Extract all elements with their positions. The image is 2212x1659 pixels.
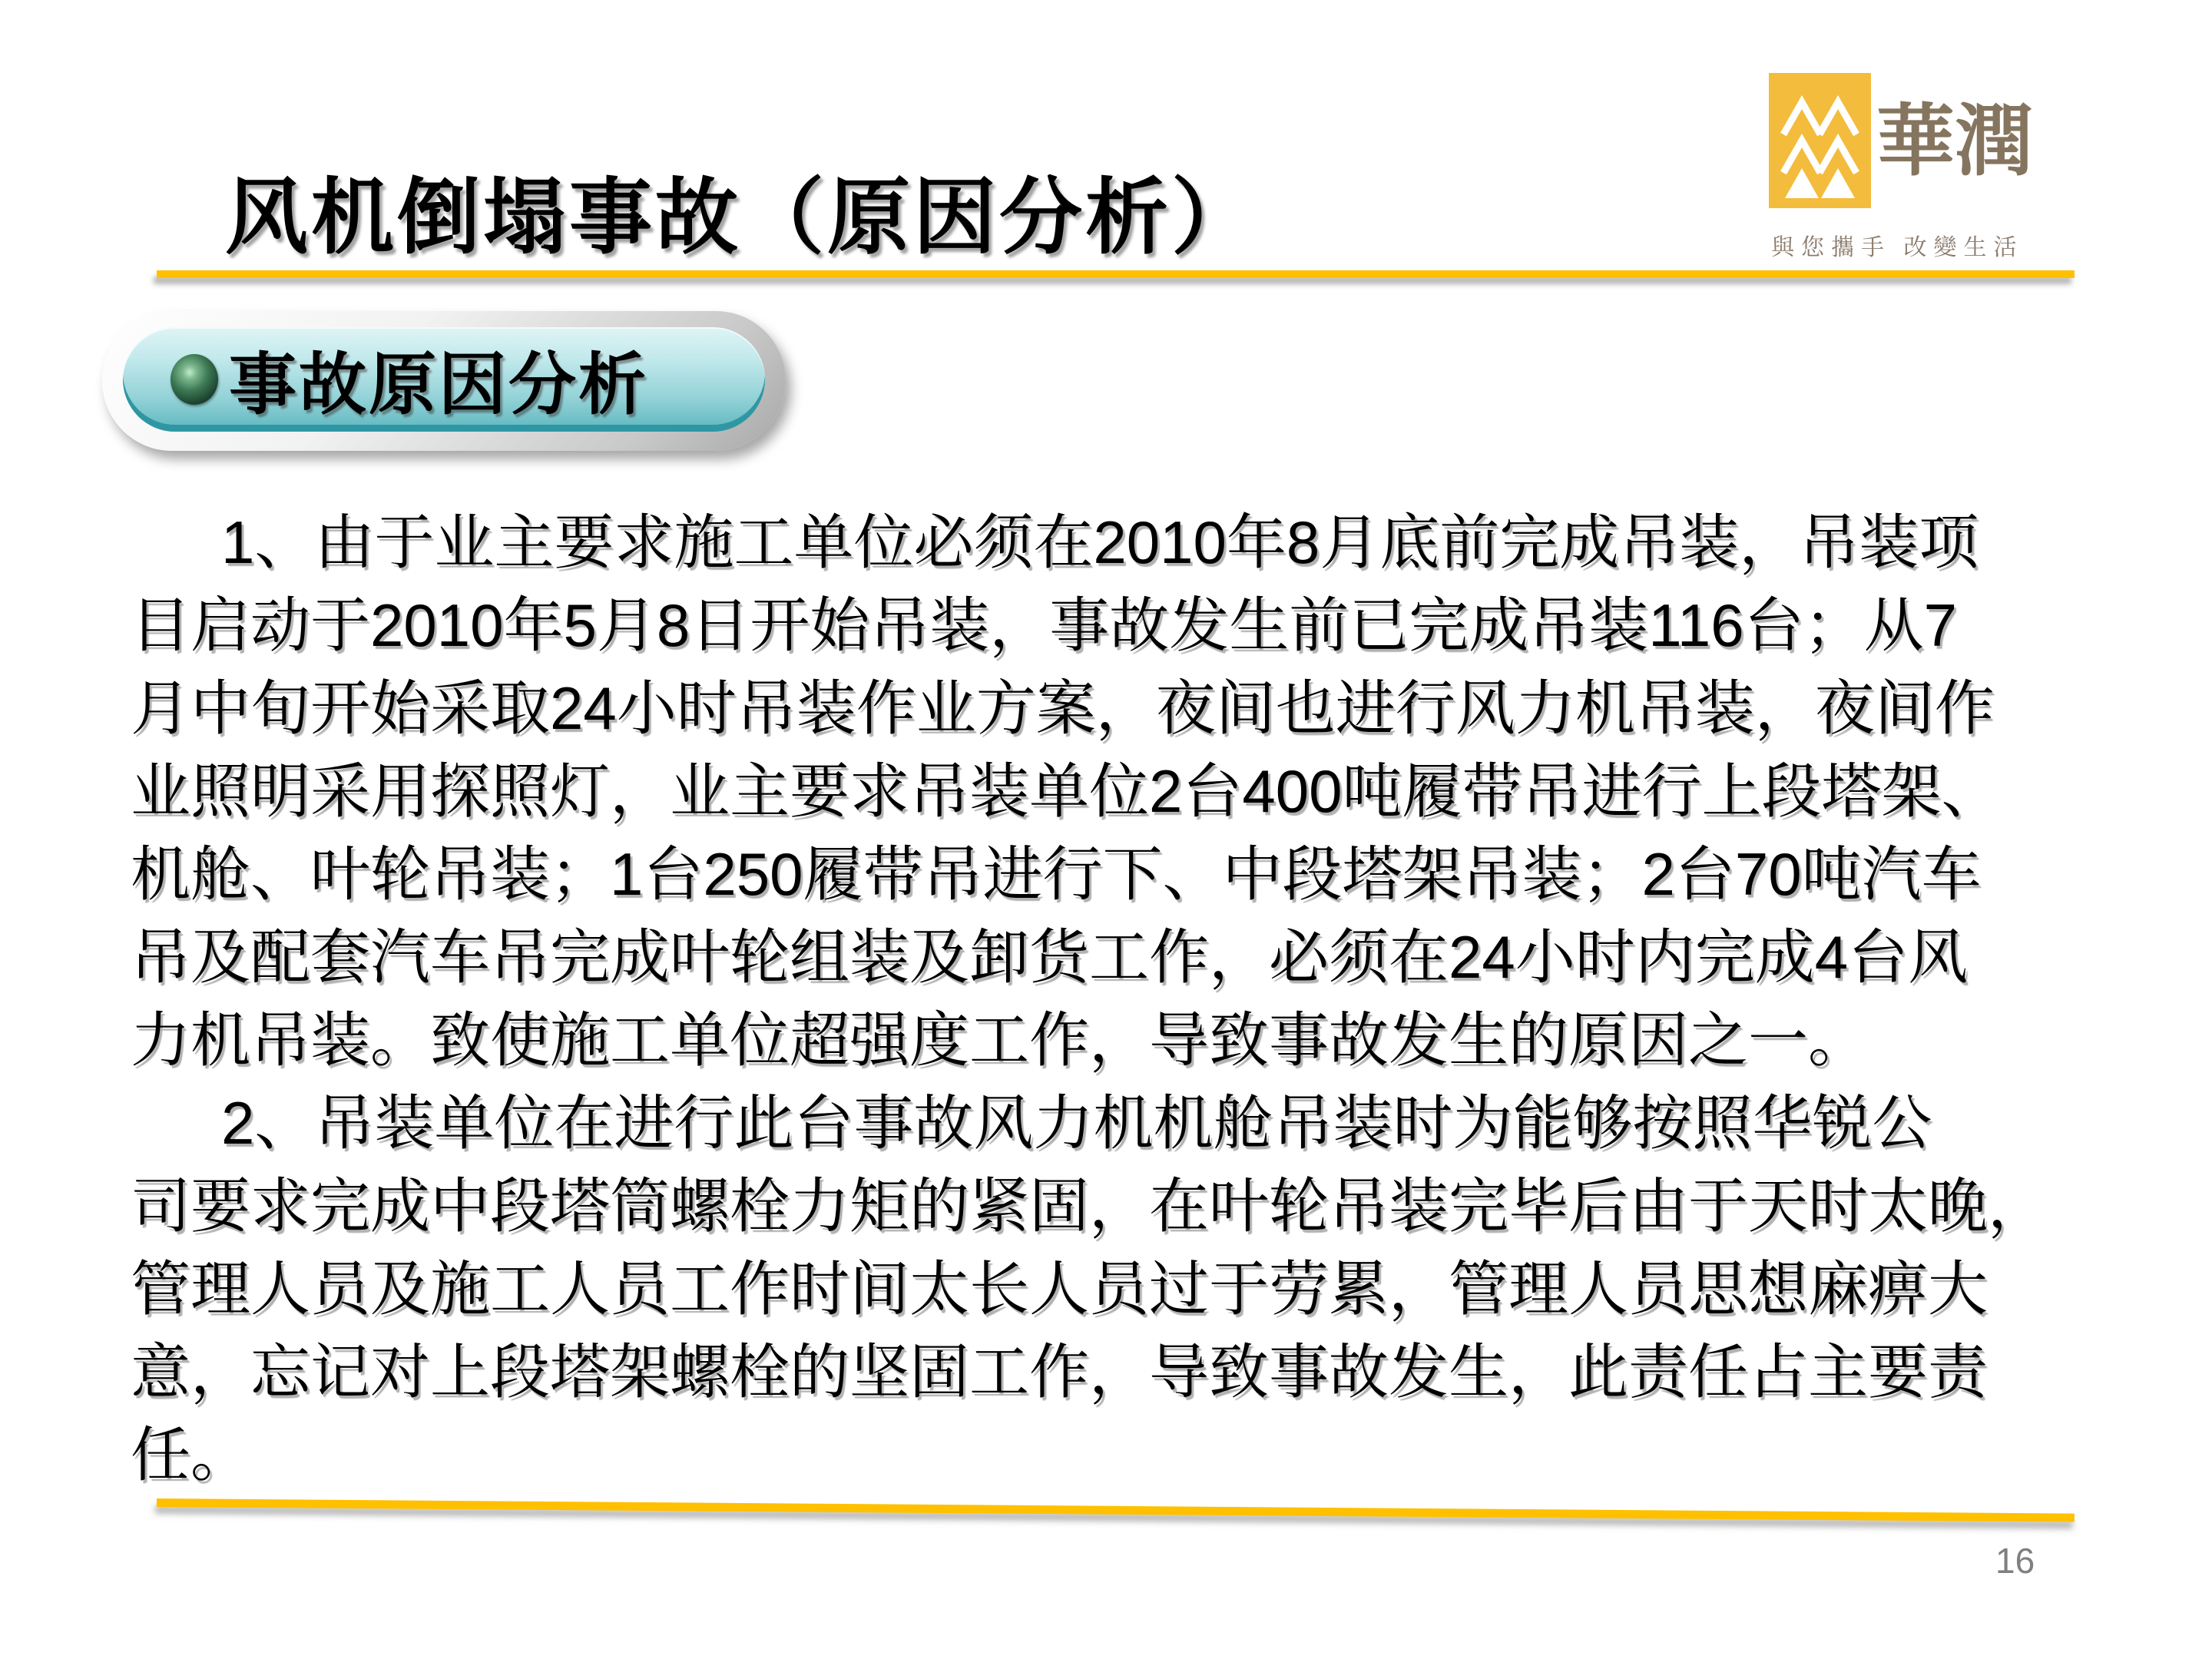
body-line: 1、由于业主要求施工单位必须在2010年8月底前完成吊装，吊装项 — [221, 508, 1979, 576]
body-line: 机舱、叶轮吊装；1台250履带吊进行下、中段塔架吊装；2台70吨汽车 — [131, 840, 1982, 908]
body-line: 力机吊装。致使施工单位超强度工作，导致事故发生的原因之一。 — [131, 1006, 1869, 1074]
body-text — [131, 501, 2081, 1496]
brand-name: 華潤 — [1876, 99, 2033, 186]
body-line: 意，忘记对上段塔架螺栓的坚固工作，导致事故发生，此责任占主要责 — [131, 1338, 1988, 1406]
company-logo — [1769, 73, 2091, 261]
section-badge-face — [123, 327, 765, 432]
body-line: 管理人员及施工人员工作时间太长人员过于劳累，管理人员思想麻痹大 — [131, 1255, 1988, 1323]
body-line: 业照明采用探照灯，业主要求吊装单位2台400吨履带吊进行上段塔架、 — [131, 757, 2002, 825]
header-divider-line — [157, 270, 2075, 278]
page-number: 16 — [1995, 1541, 2035, 1581]
cr-mountain-icon — [1769, 73, 1871, 208]
body-line: 月中旬开始采取24小时吊装作业方案，夜间也进行风力机吊装，夜间作 — [131, 674, 1995, 742]
body-line: 2、吊装单位在进行此台事故风力机机舱吊装时为能够按照华锐公 — [221, 1089, 1932, 1157]
body-line: 任。 — [131, 1421, 251, 1488]
footer-divider-line — [157, 1498, 2075, 1522]
green-sphere-bullet-icon — [171, 354, 218, 405]
page-title: 风机倒塌事故（原因分析） — [225, 173, 1258, 264]
body-line: 司要求完成中段塔筒螺栓力矩的紧固，在叶轮吊装完毕后由于天时太晚， — [131, 1172, 2048, 1240]
brand-tagline: 與您攜手 改變生活 — [1771, 235, 2024, 260]
body-line: 目启动于2010年5月8日开始吊装，事故发生前已完成吊装116台；从7 — [131, 591, 1958, 659]
body-line: 吊及配套汽车吊完成叶轮组装及卸货工作，必须在24小时内完成4台风 — [131, 923, 1969, 991]
section-badge-label: 事故原因分析 — [229, 349, 649, 423]
section-badge — [102, 311, 786, 451]
